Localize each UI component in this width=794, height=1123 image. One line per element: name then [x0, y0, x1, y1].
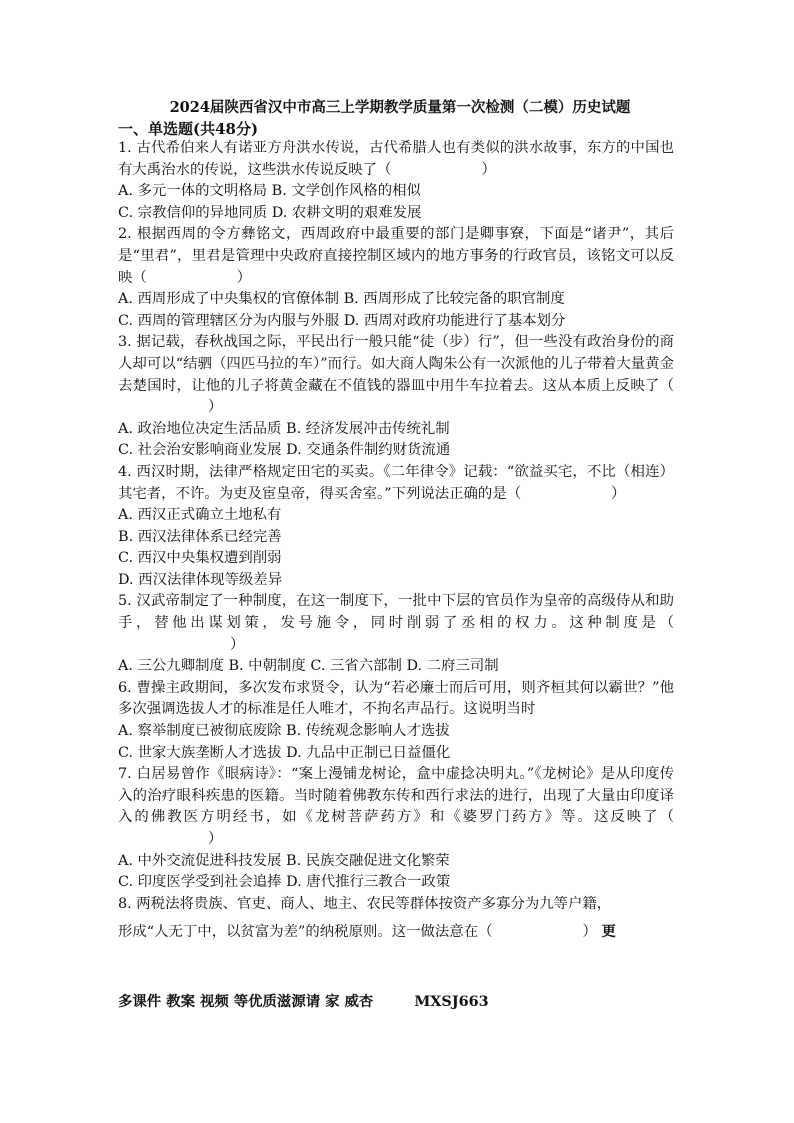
options-cd: C. 世家大族垄断人才选拔 D. 九品中正制已日益僵化 — [118, 744, 451, 761]
question-stem: 4. 西汉时期，法律严格规定田宅的买卖。《二年律令》记载：“欲益买宅，不比（相连）其宅者，不许。为吏及宦皇帝，得买舍室。”下列说法正确的是（ — [118, 463, 674, 502]
question-list — [118, 138, 674, 944]
option-a: A. 西汉正式确立土地私有 — [118, 507, 282, 524]
section-heading: 一、单选题(共48分) — [118, 120, 259, 138]
question-stem: 6. 曹操主政期间，多次发布求贤令，认为“若必廉士而后可用，则齐桓其何以霸世？”他多次强调选拔人才的标准是任人唯才，不拘名声品行。这说明当时 — [118, 679, 674, 718]
options-ab: A. 多元一体的文明格局 B. 文学创作风格的相似 — [118, 183, 421, 200]
option-b: B. 西汉法律体系已经完善 — [118, 528, 282, 545]
question-stem-line2: 形成“人无丁中，以贫富为差”的纳税原则。这一做法意在（ — [118, 924, 493, 941]
question-6 — [118, 678, 674, 764]
question-7: 7. 白居易曾作《眼病诗》：“案上漫铺龙树论，盒中虚捻决明丸。”《龙树论》是从印度传入的治疗眼科疾患的医籍。当时随着佛教东传和西行求法的进行，出现了大量由印度译入的佛教医方明经书，如《龙树菩萨药方》和《婆罗门药方》等。这反映了（） A. 中外交流促进科技发展 B. 民族交融促进文化繁荣 C. 印度医学受到社会追捧 D. 唐代推行三教合一政策 — [118, 764, 674, 894]
options-abcd: A. 三公九卿制度 B. 中朝制度 C. 三省六部制 D. 二府三司制 — [118, 658, 499, 675]
option-c: C. 西汉中央集权遭到削弱 — [118, 550, 282, 567]
question-stem: 7. 白居易曾作《眼病诗》：“案上漫铺龙树论，盒中虚捻决明丸。”《龙树论》是从印度传入的治疗眼科疾患的医籍。当时随着佛教东传和西行求法的进行，出现了大量由印度译入的佛教医方明经书，如《龙树菩萨药方》和《婆罗门药方》等。这反映了（ — [118, 766, 674, 826]
options-ab: A. 西周形成了中央集权的官僚体制 B. 西周形成了比较完备的职官制度 — [118, 291, 565, 308]
question-3: 3. 据记载，春秋战国之际，平民出行一般只能“徒（步）行”，但一些没有政治身份的商人却可以“结驷（四匹马拉的车）”而行。如大商人陶朱公有一次派他的儿子带着大量黄金去楚国时，让他的儿子将黄金藏在不值钱的器皿中用牛车拉着去。这从本质上反映了（） A. 政治地位决定生活品质 B. 经济发展冲击传统礼制 C. 社会治安影响商业发展 D. 交通条件制约财货流通 — [118, 332, 674, 462]
option-d: D. 西汉法律体现等级差异 — [118, 571, 283, 588]
question-stem: 3. 据记载，春秋战国之际，平民出行一般只能“徒（步）行”，但一些没有政治身份的商人却可以“结驷（四匹马拉的车）”而行。如大商人陶朱公有一次派他的儿子带着大量黄金去楚国时，让他的儿子将黄金藏在不值钱的器皿中用牛车拉着去。这从本质上反映了（ — [118, 334, 674, 394]
options-cd: C. 西周的管理辖区分为内服与外服 D. 西周对政府功能进行了基本划分 — [118, 312, 566, 329]
more-text: 更 — [601, 923, 616, 941]
options-ab: A. 察举制度已被彻底废除 B. 传统观念影响人才选拔 — [118, 723, 450, 740]
options-cd: C. 宗教信仰的异地同质 D. 农耕文明的艰难发展 — [118, 204, 422, 221]
question-4: 4. 西汉时期，法律严格规定田宅的买卖。《二年律令》记载：“欲益买宅，不比（相连）其宅者，不许。为吏及宦皇帝，得买舍室。”下列说法正确的是（ ） A. 西汉正式确立土地私有 B. 西汉法律体系已经完善 C. 西汉中央集权遭到削弱 D. 西汉法律体现等级差异 — [118, 462, 674, 592]
question-5: 5. 汉武帝制定了一种制度，在这一制度下，一批中下层的官员作为皇帝的高级侍从和助手，替他出谋划策，发号施令，同时削弱了丞相的权力。这种制度是（） A. 三公九卿制度 B. 中朝制度 C. 三省六部制 D. 二府三司制 — [118, 591, 674, 677]
options-cd: C. 社会治安影响商业发展 D. 交通条件制约财货流通 — [118, 442, 451, 459]
question-stem: 5. 汉武帝制定了一种制度，在这一制度下，一批中下层的官员作为皇帝的高级侍从和助手，替他出谋划策，发号施令，同时削弱了丞相的权力。这种制度是（ — [118, 593, 674, 632]
options-cd: C. 印度医学受到社会追捧 D. 唐代推行三教合一政策 — [118, 874, 451, 891]
options-ab: A. 中外交流促进科技发展 B. 民族交融促进文化繁荣 — [118, 852, 450, 869]
question-8: 8. 两税法将贵族、官吏、商人、地主、农民等群体按资产多寡分为九等户籍， 形成“人无丁中，以贫富为差”的纳税原则。这一做法意在（ ） 更 — [118, 894, 674, 944]
footer-watermark — [118, 990, 489, 1011]
exam-title: 2024届陕西省汉中市高三上学期教学质量第一次检测（二模）历史试题 — [169, 99, 631, 116]
footer-ad-text: 多课件 教案 视频 等优质滋源请 家 威杏 — [118, 993, 374, 1010]
question-stem: 8. 两税法将贵族、官吏、商人、地主、农民等群体按资产多寡分为九等户籍， — [118, 895, 612, 912]
question-stem: 1. 古代希伯来人有诺亚方舟洪水传说，古代希腊人也有类似的洪水故事，东方的中国也有大禹治水的传说，这些洪水传说反映了（ — [118, 140, 674, 178]
question-stem: 2. 根据西周的令方彝铭文，西周政府中最重要的部门是卿事寮，下面是“诸尹”，其后是“里君”，里君是管理中央政府直接控制区域内的地方事务的行政官员，该铭文可以反映（ — [118, 226, 674, 286]
question-2: 2. 根据西周的令方彝铭文，西周政府中最重要的部门是卿事寮，下面是“诸尹”，其后是“里君”，里君是管理中央政府直接控制区域内的地方事务的行政官员，该铭文可以反映（ ） A. 西周形成了中央集权的官僚体制 B. 西周形成了比较完备的职官制度 C. 西周的管理辖区分为内服与外服 D. 西周对政府功能进行了基本划分 — [118, 224, 674, 332]
footer-code: MXSJ663 — [414, 993, 489, 1010]
question-1: 1. 古代希伯来人有诺亚方舟洪水传说，古代希腊人也有类似的洪水故事，东方的中国也有大禹治水的传说，这些洪水传说反映了（ ） A. 多元一体的文明格局 B. 文学创作风格的相似 C. 宗教信仰的异地同质 D. 农耕文明的艰难发展 — [118, 138, 674, 224]
options-ab: A. 政治地位决定生活品质 B. 经济发展冲击传统礼制 — [118, 420, 450, 437]
